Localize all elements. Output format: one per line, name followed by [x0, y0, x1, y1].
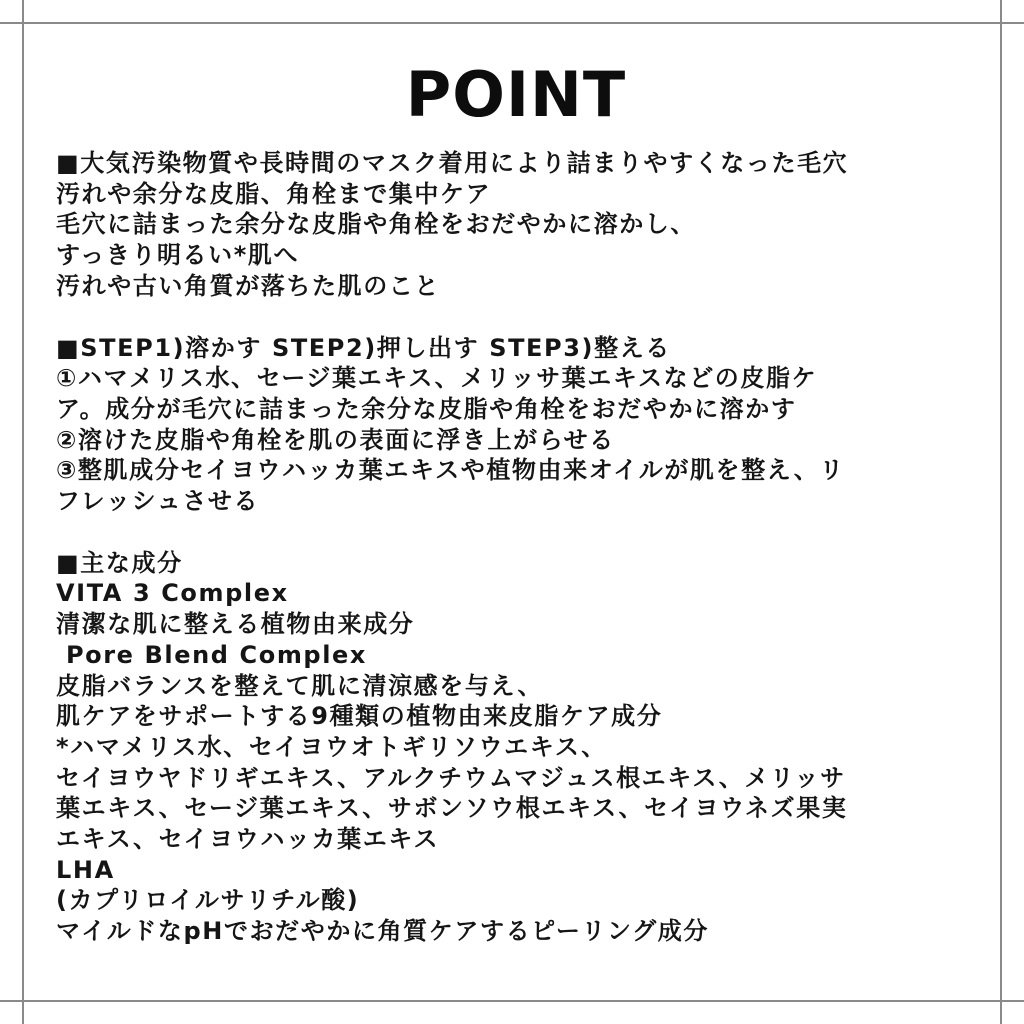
- frame-line-bottom: [0, 1000, 1024, 1002]
- text-line: ■主な成分: [56, 548, 183, 577]
- page-title: POINT: [405, 58, 627, 131]
- document-content: [56, 56, 976, 978]
- text-line: ③整肌成分セイヨウハッカ葉エキスや植物由来オイルが肌を整え、リ: [56, 456, 845, 485]
- section-steps: [56, 333, 976, 517]
- text-line: 皮脂バランスを整えて肌に清涼感を与え、: [56, 671, 544, 700]
- text-line: ②溶けた皮脂や角栓を肌の表面に浮き上がらせる: [56, 425, 615, 454]
- text-line: ■STEP1)溶かす STEP2)押し出す STEP3)整える: [56, 333, 671, 362]
- text-line: すっきり明るい*肌へ: [56, 241, 300, 270]
- text-line: ①ハマメリス水、セージ葉エキス、メリッサ葉エキスなどの皮脂ケ: [56, 364, 818, 393]
- text-line: 肌ケアをサポートする9種類の植物由来皮脂ケア成分: [56, 702, 663, 731]
- text-line: *ハマメリス水、セイヨウオトギリソウエキス、: [56, 732, 607, 761]
- text-line: ア。成分が毛穴に詰まった余分な皮脂や角栓をおだやかに溶かす: [56, 394, 797, 423]
- section-ingredients: [56, 548, 976, 947]
- text-line: Pore Blend Complex: [56, 640, 367, 669]
- text-line: (カプリロイルサリチル酸): [56, 886, 360, 915]
- text-line: フレッシュさせる: [56, 487, 260, 516]
- text-line: ■大気汚染物質や長時間のマスク着用により詰まりやすくなった毛穴: [56, 149, 849, 177]
- section-concerns: [56, 148, 976, 302]
- frame-line-right: [1000, 0, 1002, 1024]
- text-line: 汚れや古い角質が落ちた肌のこと: [56, 271, 440, 300]
- text-line: セイヨウヤドリギエキス、アルクチウムマジュス根エキス、メリッサ: [56, 763, 846, 792]
- text-line: LHA: [56, 855, 115, 884]
- frame-line-top: [0, 22, 1024, 24]
- text-line: 汚れや余分な皮脂、角栓まで集中ケア: [56, 179, 492, 208]
- text-line: エキス、セイヨウハッカ葉エキス: [56, 825, 440, 854]
- frame-line-left: [22, 0, 24, 1024]
- text-line: マイルドなpHでおだやかに角質ケアするピーリング成分: [56, 917, 709, 946]
- text-line: 葉エキス、セージ葉エキス、サボンソウ根エキス、セイヨウネズ果実: [56, 794, 848, 823]
- text-line: 毛穴に詰まった余分な皮脂や角栓をおだやかに溶かし、: [56, 210, 696, 239]
- text-line: VITA 3 Complex: [56, 579, 289, 608]
- text-line: 清潔な肌に整える植物由来成分: [56, 610, 415, 639]
